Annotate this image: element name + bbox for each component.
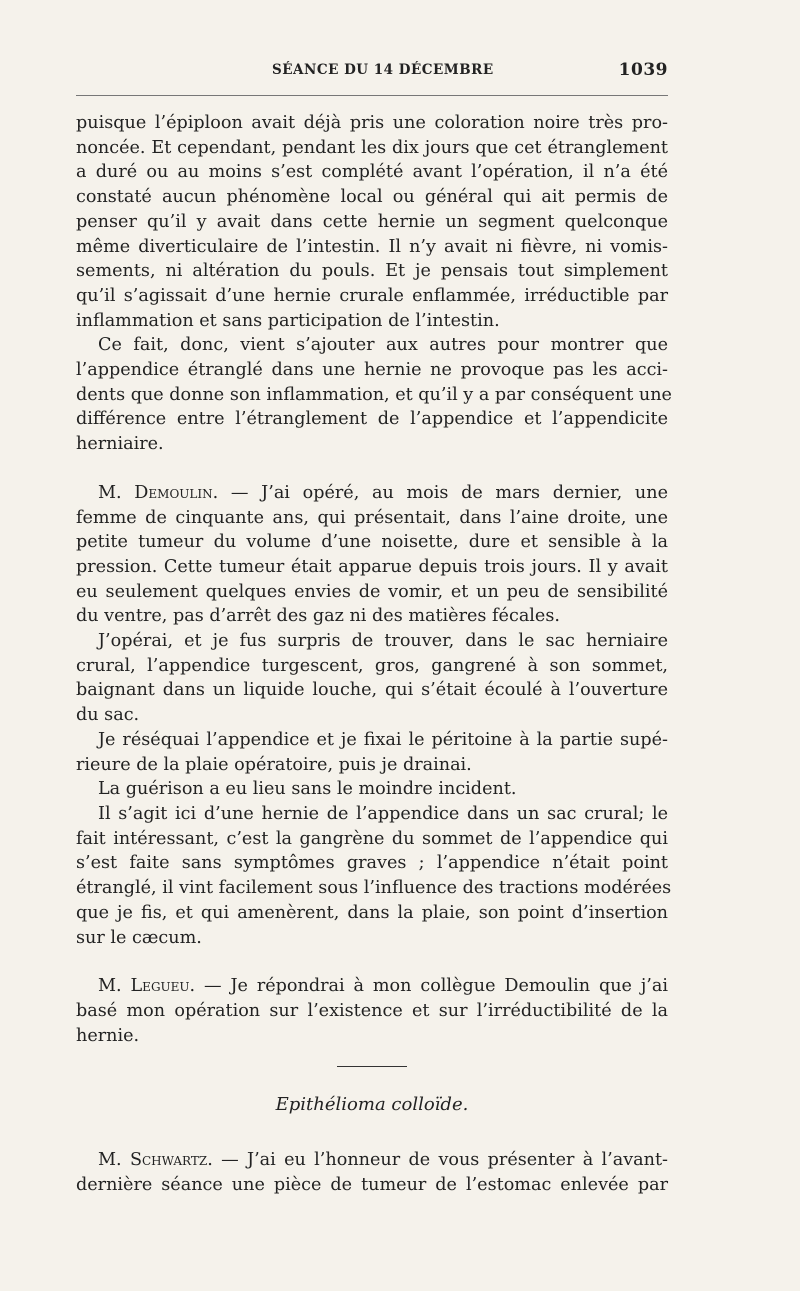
schwartz-paragraph — [76, 1148, 668, 1197]
text-line: dernière séance une pièce de tumeur de l’estomac enlevée par — [76, 1174, 668, 1195]
text-line: herniaire. — [76, 434, 164, 455]
speaker-name: Demoulin — [134, 482, 213, 503]
section-title: Epithélioma colloïde. — [275, 1094, 469, 1116]
paragraph-1 — [76, 111, 668, 333]
text-line: du ventre, pas d’arrêt des gaz ni des matières fécales. — [76, 606, 560, 627]
text-line: inflammation et sans participation de l’intestin. — [76, 310, 500, 331]
text-line: étranglé, il vint facilement sous l’influence des tractions modérées — [76, 878, 672, 899]
text-line: basé mon opération sur l’existence et sur l’irréductibilité de la — [76, 1000, 668, 1021]
speaker-text: . — J’ai eu l’honneur de vous présenter à l’avant- — [207, 1150, 668, 1171]
text-line: baignant dans un liquide louche, qui s’était écoulé à l’ouverture — [76, 680, 668, 701]
text-line: eu seulement quelques envies de vomir, et un peu de sensibilité — [76, 581, 668, 602]
header-rule — [76, 95, 668, 96]
legueu-paragraph — [76, 974, 668, 1048]
text-line: petite tumeur du volume d’une noisette, dure et sensible à la — [76, 532, 668, 553]
speaker-prefix: M. — [98, 976, 131, 997]
body-text — [76, 111, 672, 1197]
demoulin-paragraph-d — [76, 777, 668, 802]
spacer — [76, 950, 668, 974]
demoulin-paragraph-b — [76, 629, 668, 728]
text-line: femme de cinquante ans, qui présentait, dans l’aine droite, une — [76, 507, 668, 528]
speaker-prefix: M. — [98, 1150, 130, 1171]
section-divider — [337, 1066, 407, 1067]
text-line: Ce fait, donc, vient s’ajouter aux autres pour montrer que — [98, 335, 668, 356]
speaker-name: Schwartz — [129, 1150, 208, 1171]
spacer — [76, 457, 668, 481]
running-title: SÉANCE DU 14 DÉCEMBRE — [272, 62, 494, 78]
speaker-line — [76, 974, 668, 999]
text-line: sements, ni altération du pouls. Et je pensais tout simplement — [76, 261, 668, 282]
text-line: puisque l’épiploon avait déjà pris une coloration noire très pro- — [76, 113, 668, 133]
paragraph-2 — [76, 333, 672, 457]
text-line: différence entre l’étranglement de l’appendice et l’appendicite — [76, 409, 668, 430]
speaker-name: Legueu — [130, 976, 190, 997]
text-line: que je fis, et qui amenèrent, dans la plaie, son point d’insertion — [76, 902, 668, 923]
speaker-text: . — J’ai opéré, au mois de mars dernier, une — [212, 482, 668, 503]
text-line: pression. Cette tumeur était apparue depuis trois jours. Il y avait — [76, 556, 668, 577]
text-line: noncée. Et cependant, pendant les dix jours que cet étranglement — [76, 137, 668, 158]
text-line: Il s’agit ici d’une hernie de l’appendice dans un sac crural; le — [98, 803, 668, 824]
text-line: J’opérai, et je fus surpris de trouver, dans le sac herniaire — [98, 631, 668, 652]
demoulin-paragraph — [76, 481, 668, 629]
speaker-line — [76, 481, 668, 506]
text-line: penser qu’il y avait dans cette hernie un segment quelconque — [76, 211, 668, 232]
text-line: s’est faite sans symptômes graves ; l’appendice n’était point — [76, 853, 668, 874]
demoulin-paragraph-c — [76, 728, 668, 777]
text-line: rieure de la plaie opératoire, puis je drainai. — [76, 754, 472, 775]
text-line: constaté aucun phénomène local ou général qui ait permis de — [76, 187, 668, 208]
page-number: 1039 — [618, 60, 668, 80]
text-line: a duré ou au moins s’est complété avant l’opération, il n’a été — [76, 162, 668, 183]
text-line: dents que donne son inflammation, et qu’il y a par conséquent une — [76, 384, 672, 405]
demoulin-paragraph-e — [76, 802, 672, 950]
text-line: fait intéressant, c’est la gangrène du sommet de l’appendice qui — [76, 828, 668, 849]
text-line: Je réséquai l’appendice et je fixai le péritoine à la partie supé- — [98, 729, 668, 750]
text-line: sur le cæcum. — [76, 927, 202, 948]
speaker-prefix: M. — [98, 482, 135, 503]
speaker-text: . — Je répondrai à mon collègue Demoulin que j’ai — [189, 976, 669, 997]
text-line: l’appendice étranglé dans une hernie ne provoque pas les acci- — [76, 360, 668, 381]
text-line: La guérison a eu lieu sans le moindre incident. — [98, 779, 517, 800]
speaker-line — [76, 1148, 668, 1173]
text-line: crural, l’appendice turgescent, gros, gangrené à son sommet, — [76, 655, 668, 676]
text-line: même diverticulaire de l’intestin. Il n’y avait ni fièvre, ni vomis- — [76, 236, 668, 257]
page-header — [76, 60, 668, 82]
text-line: hernie. — [76, 1025, 140, 1046]
text-line: qu’il s’agissait d’une hernie crurale enflammée, irréductible par — [76, 285, 668, 306]
text-line: du sac. — [76, 705, 140, 726]
